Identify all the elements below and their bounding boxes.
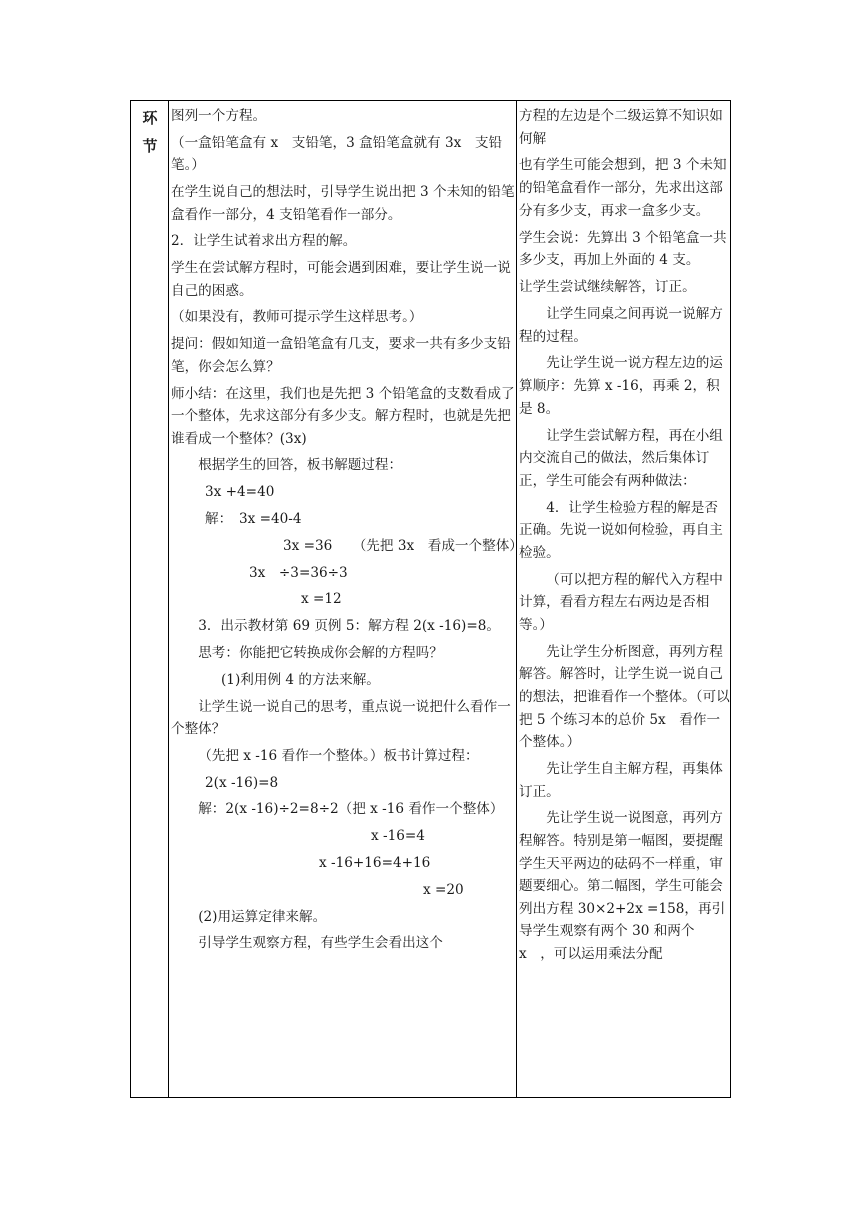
- paragraph: 让学生同桌之间再说一说解方程的过程。: [519, 305, 723, 345]
- paragraph: （如果没有，教师可提示学生这样思考。）: [171, 309, 423, 326]
- paragraph: 提问：假如知道一盒铅笔盒有几支，要求一共有多少支铅笔，你会怎么算？: [171, 336, 511, 375]
- paragraph: 3x ÷3=36÷3: [249, 564, 348, 581]
- paragraph: （一盒铅笔盒有 x 支铅笔，3 盒铅笔盒就有 3x 支铅笔。）: [171, 134, 503, 174]
- lesson-plan-table: [130, 100, 731, 1098]
- paragraph: 让学生尝试解方程，再在小组内交流自己的做法，然后集体订正，学生可能会有两种做法：: [519, 427, 723, 489]
- header-char: 节: [142, 137, 158, 155]
- paragraph: x =20: [423, 881, 464, 898]
- paragraph: 3．出示教材第 69 页例 5：解方程 2(x -16)=8。: [198, 618, 500, 635]
- paragraph: 方程的左边是个二级运算不知识如何解: [519, 108, 723, 147]
- paragraph: x -16=4: [371, 828, 425, 845]
- paragraph: 学生会说：先算出 3 个铅笔盒一共多少支，再加上外面的 4 支。: [519, 229, 727, 269]
- paragraph: 让学生尝试继续解答，订正。: [519, 279, 696, 296]
- paragraph: 2(x -16)=8: [205, 774, 279, 791]
- paragraph: 3x +4=40: [205, 484, 275, 501]
- paragraph: （可以把方程的解代入方程中计算，看看方程左右两边是否相等。）: [519, 571, 723, 633]
- paragraph: 先让学生自主解方程，再集体订正。: [519, 761, 723, 800]
- paragraph: 思考：你能把它转换成你会解的方程吗？: [198, 644, 443, 661]
- paragraph: 先让学生分析图意，再列方程解答。解答时，让学生说一说自己的想法，把谁看作一个整体。（可以把 5 个练习本的总价 5x 看作一个整体。）: [519, 643, 730, 751]
- paragraph: 也有学生可能会想到，把 3 个未知的铅笔盒看作一部分，先求出这部分有多少支，再求一盒多少支。: [519, 157, 727, 219]
- paragraph: 2．让学生试着求出方程的解。: [171, 233, 357, 250]
- paragraph: 3x =36 （先把 3x 看成一个整体）: [283, 537, 523, 554]
- paragraph: 4．让学生检验方程的解是否正确。先说一说如何检验，再自主检验。: [519, 499, 723, 561]
- paragraph: 在学生说自己的想法时，引导学生说出把 3 个未知的铅笔盒看作一部分，4 支铅笔看作一部分。: [171, 184, 515, 223]
- paragraph: (1)利用例 4 的方法来解。: [221, 671, 380, 688]
- paragraph: (2)用运算定律来解。: [198, 908, 327, 925]
- paragraph: 师小结：在这里，我们也是先把 3 个铅笔盒的支数看成了一个整体，先求这部分有多少支。解方程时，也就是先把谁看成一个整体？(3x): [171, 385, 515, 447]
- paragraph: x -16+16=4+16: [319, 855, 431, 872]
- paragraph: 先让学生说一说图意，再列方程解答。特别是第一幅图，要提醒学生天平两边的砝码不一样重，审题要细心。第二幅图，学生可能会列出方程 30×2+2x =158，再引导学生观察有两个 30 和两个 x ，可以运用乘法分配: [519, 810, 726, 963]
- paragraph: x =12: [301, 591, 342, 608]
- paragraph: 图列一个方程。: [171, 108, 267, 124]
- paragraph: 学生在尝试解方程时，可能会遇到困难，要让学生说一说自己的困惑。: [171, 260, 511, 299]
- paragraph: 先让学生说一说方程左边的运算顺序：先算 x -16，再乘 2，积是 8。: [519, 355, 723, 417]
- paragraph: 引导学生观察方程，有些学生会看出这个: [198, 935, 443, 952]
- column-divider: [168, 101, 169, 1097]
- student-activity-cell: [519, 105, 731, 970]
- paragraph: 解： 3x =40-4: [205, 510, 302, 527]
- paragraph: 根据学生的回答，板书解题过程：: [198, 457, 403, 474]
- teaching-process-cell: [171, 105, 523, 959]
- header-char: 环: [142, 109, 158, 127]
- paragraph: 解：2(x -16)÷2=8÷2（把 x -16 看作一个整体）: [198, 801, 504, 818]
- section-header-cell: [131, 101, 169, 160]
- paragraph: 让学生说一说自己的思考，重点说一说把什么看作一个整体？: [171, 698, 511, 738]
- paragraph: （先把 x -16 看作一个整体。）板书计算过程：: [198, 747, 479, 764]
